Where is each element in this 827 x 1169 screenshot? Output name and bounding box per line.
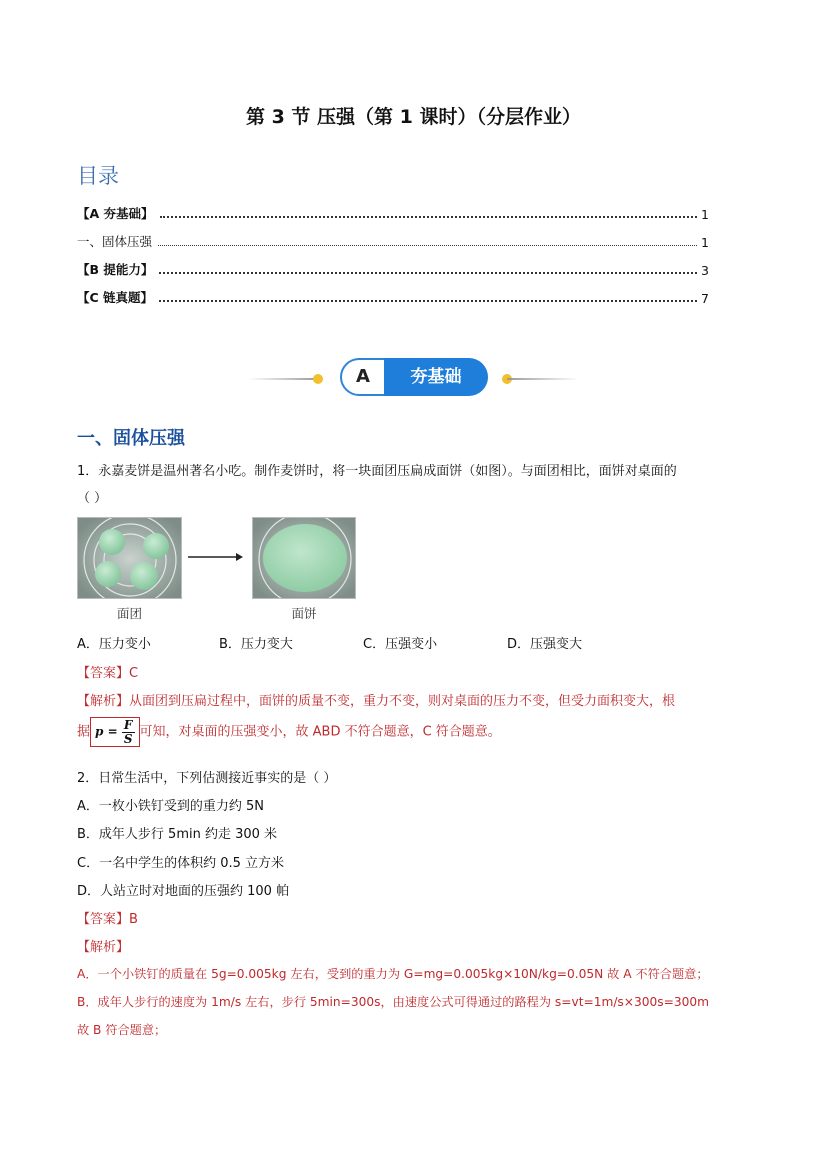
banner-letter: A <box>340 358 384 396</box>
dough-balls-image <box>77 517 182 599</box>
q2-analysis-label: 【解析】 <box>77 940 130 955</box>
toc-item-label: 【C 链真题】 <box>77 290 154 305</box>
q1-analysis-line2 <box>77 717 501 747</box>
pressure-formula <box>90 717 139 747</box>
toc-item-label: 一、固体压强 <box>77 234 153 249</box>
q1-option-c: C．压强变小 <box>363 637 438 652</box>
banner-title: 夯基础 <box>384 358 488 396</box>
q1-stem-line1: 1．永嘉麦饼是温州著名小吃。制作麦饼时，将一块面团压扁成面饼（如图）。与面团相比，面饼对桌面的 <box>77 464 677 479</box>
q1-answer <box>77 662 138 681</box>
toc-leader <box>159 272 697 274</box>
toc-leader <box>159 300 697 302</box>
toc-item-solid-pressure[interactable] <box>77 232 709 250</box>
flat-cake-image <box>252 517 356 599</box>
formula-eq: = <box>103 724 122 739</box>
formula-p: p <box>95 724 104 739</box>
banner-line-left <box>248 378 318 380</box>
answer-label: 【答案】 <box>77 912 130 927</box>
formula-fraction <box>122 719 135 745</box>
q1-option-a: A．压力变小 <box>77 637 151 652</box>
analysis-pre: 据 <box>77 724 91 740</box>
toc-item-page: 1 <box>701 235 709 250</box>
page-title: 第 3 节 压强（第 1 课时）（分层作业） <box>245 106 581 128</box>
caption-dough: 面团 <box>116 606 142 621</box>
answer-value: B <box>129 912 138 927</box>
q1-analysis-line1 <box>77 690 675 709</box>
analysis-text: 从面团到压扁过程中，面饼的质量不变，重力不变，则对桌面的压力不变，但受力面积变大，根 <box>129 694 676 709</box>
section-heading: 一、固体压强 <box>77 428 185 449</box>
q2-answer <box>77 908 138 927</box>
q2-analysis-line1: A．一个小铁钉的质量在 5g=0.005kg 左右，受到的重力为 G=mg=0.005kg×10N/kg=0.05N 故 A 不符合题意； <box>77 967 709 981</box>
toc-item-page: 7 <box>701 291 709 306</box>
formula-numerator: F <box>122 719 135 733</box>
toc-heading: 目录 <box>77 164 119 188</box>
q2-option-d: D．人站立时对地面的压强约 100 帕 <box>77 884 290 899</box>
toc-item-page: 1 <box>701 207 709 222</box>
banner-line-right <box>507 378 579 380</box>
q2-analysis-line3: 故 B 符合题意； <box>77 1023 167 1037</box>
toc-item-b[interactable] <box>77 260 709 278</box>
q1-option-d: D．压强变大 <box>507 637 583 652</box>
analysis-label: 【解析】 <box>77 694 130 709</box>
banner-dot-left <box>313 374 323 384</box>
toc-item-page: 3 <box>701 263 709 278</box>
formula-denominator: S <box>123 731 133 746</box>
toc-item-label: 【B 提能力】 <box>77 262 154 277</box>
answer-value: C <box>129 666 139 681</box>
arrow-right-icon <box>186 551 244 563</box>
toc-leader <box>160 216 698 218</box>
q1-option-b: B．压力变大 <box>219 637 293 652</box>
analysis-post: 可知，对桌面的压强变小，故 ABD 不符合题意，C 符合题意。 <box>139 724 501 740</box>
q2-stem: 2．日常生活中，下列估测接近事实的是（ ） <box>77 771 337 786</box>
q2-option-c: C．一名中学生的体积约 0.5 立方米 <box>77 856 285 871</box>
q2-option-b: B．成年人步行 5min 约走 300 米 <box>77 827 278 842</box>
q2-analysis-line2: B．成年人步行的速度为 1m/s 左右，步行 5min=300s，由速度公式可得通过的路程为 s=vt=1m/s×300s=300m <box>77 995 709 1009</box>
answer-label: 【答案】 <box>77 666 130 681</box>
toc-item-label: 【A 夯基础】 <box>77 206 154 221</box>
q2-option-a: A．一枚小铁钉受到的重力约 5N <box>77 799 265 814</box>
toc-item-a[interactable] <box>77 204 709 222</box>
toc-leader <box>158 245 697 246</box>
toc-item-c[interactable] <box>77 288 709 306</box>
caption-cake: 面饼 <box>291 606 317 621</box>
q1-stem-line2: （ ） <box>77 491 108 506</box>
